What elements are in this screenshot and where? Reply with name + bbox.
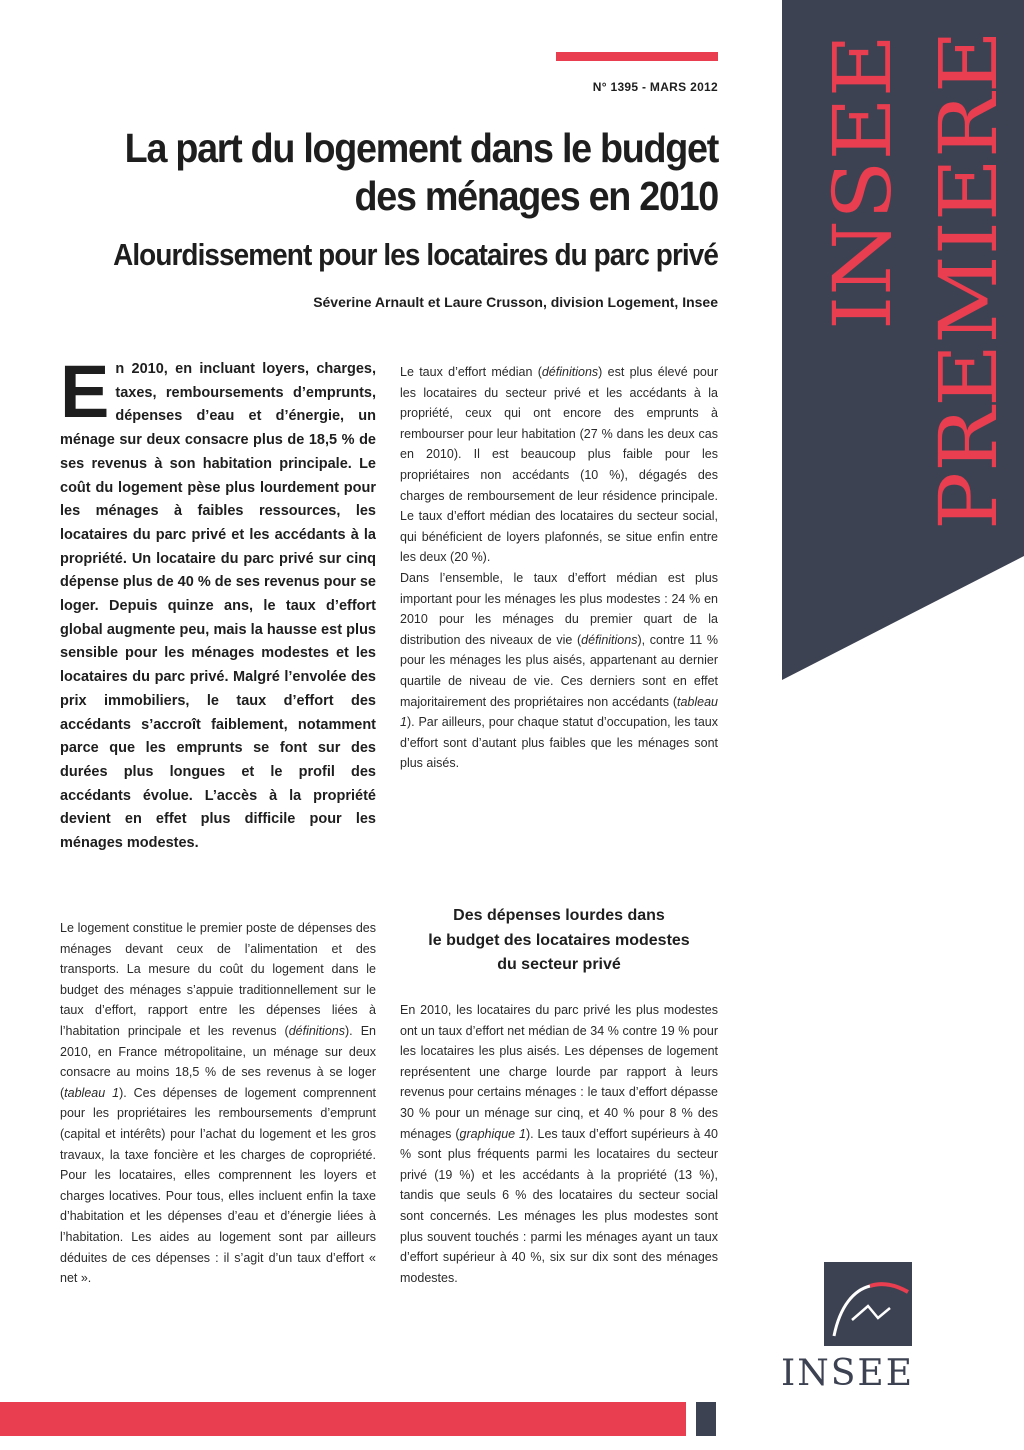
reference-definitions: définitions: [288, 1023, 345, 1038]
logo-mark: [824, 1262, 912, 1346]
authors-line: Séverine Arnault et Laure Crusson, division Logement, Insee: [313, 294, 718, 310]
page-subtitle: Alourdissement pour les locataires du parc privé: [113, 237, 718, 272]
footer-dark-mark: [696, 1402, 716, 1436]
text-run: En 2010, les locataires du parc privé les plus modestes ont un taux d’effort net médian de 34 % contre 19 % pour les locataires les plus aisés. Les dépenses de logement représentent une charge lourde par rapport à leurs revenus pour certains ménages : le taux d’effort dépasse 30 % pour un ménage sur cinq, et 40 % pour 8 % des ménages (: [400, 1003, 718, 1141]
text-run: ) est plus élevé pour les locataires du secteur privé et les accédants à la propriété, ceux qui ont encore des emprunts à rembourser pour leur habitation (27 % dans les deux cas en 2010). Il est beaucoup plus faible pour les propriétaires non accédants (10 %), dégagés des charges de remboursement de leur résidence principale. Le taux d’effort médian des locataires du secteur social, qui bénéficient de loyers plafonnés, se situe enfin entre les deux (20 %).: [400, 365, 718, 565]
paragraph: [400, 568, 718, 774]
insee-logo: [780, 1262, 914, 1408]
title-line-2: des ménages en 2010: [354, 173, 718, 219]
text-run: Le taux d’effort médian (: [400, 365, 542, 379]
top-accent-rule: [556, 52, 718, 61]
logo-wordmark: INSEE: [781, 1353, 914, 1394]
reference-definitions: définitions: [541, 365, 599, 379]
text-run: ). Par ailleurs, pour chaque statut d’occupation, les taux d’effort sont d’autant plus faibles que les ménages sont plus aisés.: [400, 715, 718, 771]
heading-line: du secteur privé: [497, 956, 621, 973]
heading-line: Des dépenses lourdes dans: [453, 907, 665, 924]
paragraph: [400, 362, 718, 568]
column-right-bottom: [400, 1000, 718, 1288]
reference-graph-1: graphique 1: [459, 1126, 526, 1141]
footer-accent-bar: [0, 1402, 686, 1436]
column-left-bottom: [60, 918, 376, 1289]
text-run: Dans l’ensemble, le taux d’effort médian est plus important pour les ménages les plus modestes : 24 % en 2010 pour les ménages du premier quart de la distribution des niveaux de vie (: [400, 570, 718, 647]
intro-paragraph: [60, 350, 376, 856]
issue-number: N° 1395 - MARS 2012: [592, 80, 718, 94]
brand-line-2: PREMIERE: [922, 66, 1015, 530]
reference-definitions: définitions: [581, 632, 638, 647]
heading-line: le budget des locataires modestes: [428, 931, 690, 949]
text-run: Le logement constitue le premier poste de dépenses des ménages devant ceux de l’alimentation et des transports. La mesure du coût du logement dans le budget des ménages s’appuie traditionnellement sur le taux d’effort, rapport entre les dépenses liées à l’habitation principale et les revenus (: [60, 921, 376, 1038]
brand-banner-shape: [782, 0, 1024, 680]
reference-table-1: tableau 1: [64, 1085, 120, 1100]
title-line-1: La part du logement dans le budget: [124, 125, 718, 171]
reference-table-1: tableau 1: [400, 694, 718, 730]
text-run: ). Ces dépenses de logement comprennent pour les propriétaires les remboursements d’emprunt (capital et intérêts) pour l’achat du logement et les gros travaux, la taxe foncière et les charges de copropriété. Pour les locataires, elles comprennent les loyers et charges locatives. Pour tous, elles incluent enfin la taxe d’habitation et les dépenses d’eau et d’énergie liées à l’habitation. Les aides au logement sont par ailleurs déduites de ces dépenses : il s’agit d’un taux d’effort « net ».: [60, 1085, 377, 1286]
intro-text: n 2010, en incluant loyers, charges, taxes, remboursements d’emprunts, dépenses d’eau et d’énergie, un ménage sur deux consacre plus de 18,5 % de ses revenus à son habitation principale. Le coût du logement pèse plus lourdement pour les ménages à faibles ressources, les locataires du parc privé et les accédants à la propriété. Un locataire du parc privé sur cinq dépense plus de 40 % de ses revenus pour se loger. Depuis quinze ans, le taux d’effort global augmente peu, mais la hausse est plus sensible pour les ménages modestes et les locataires du parc privé. Malgré l’envolée des prix immobiliers, le taux d’effort des accédants s’accroît faiblement, notamment parce que les emprunts se font sur des durées plus longues et le profil des accédants évolue. L’accès à la propriété devient en effet plus difficile pour les ménages modestes.: [60, 361, 376, 852]
column-right-top: [400, 362, 718, 774]
text-run: ), contre 11 % pour les ménages les plus aisés, appartenant au dernier quartile de niveau de vie. Ces derniers sont en effet majoritairement des propriétaires non accédants (: [400, 632, 718, 709]
page-title: [92, 124, 718, 220]
section-heading: [400, 904, 718, 978]
brand-banner: [782, 0, 1024, 680]
text-run: ). Les taux d’effort supérieurs à 40 % sont plus fréquents parmi les locataires du secteur privé (19 %) et les accédants à la propriété (13 %), tandis que seuls 6 % des locataires du secteur social sont concernés. Les ménages les plus modestes sont plus souvent touchés : parmi les ménages ayant un taux d’effort supérieur à 40 %, six sur dix sont des ménages modestes.: [400, 1126, 719, 1285]
brand-line-1: INSEE: [816, 56, 909, 330]
text-run: ). En 2010, en France métropolitaine, un ménage sur deux consacre au moins 18,5 % de ses revenus à se loger (: [60, 1023, 377, 1100]
drop-cap: E: [60, 350, 110, 433]
logo-mark-icon: [824, 1262, 912, 1346]
